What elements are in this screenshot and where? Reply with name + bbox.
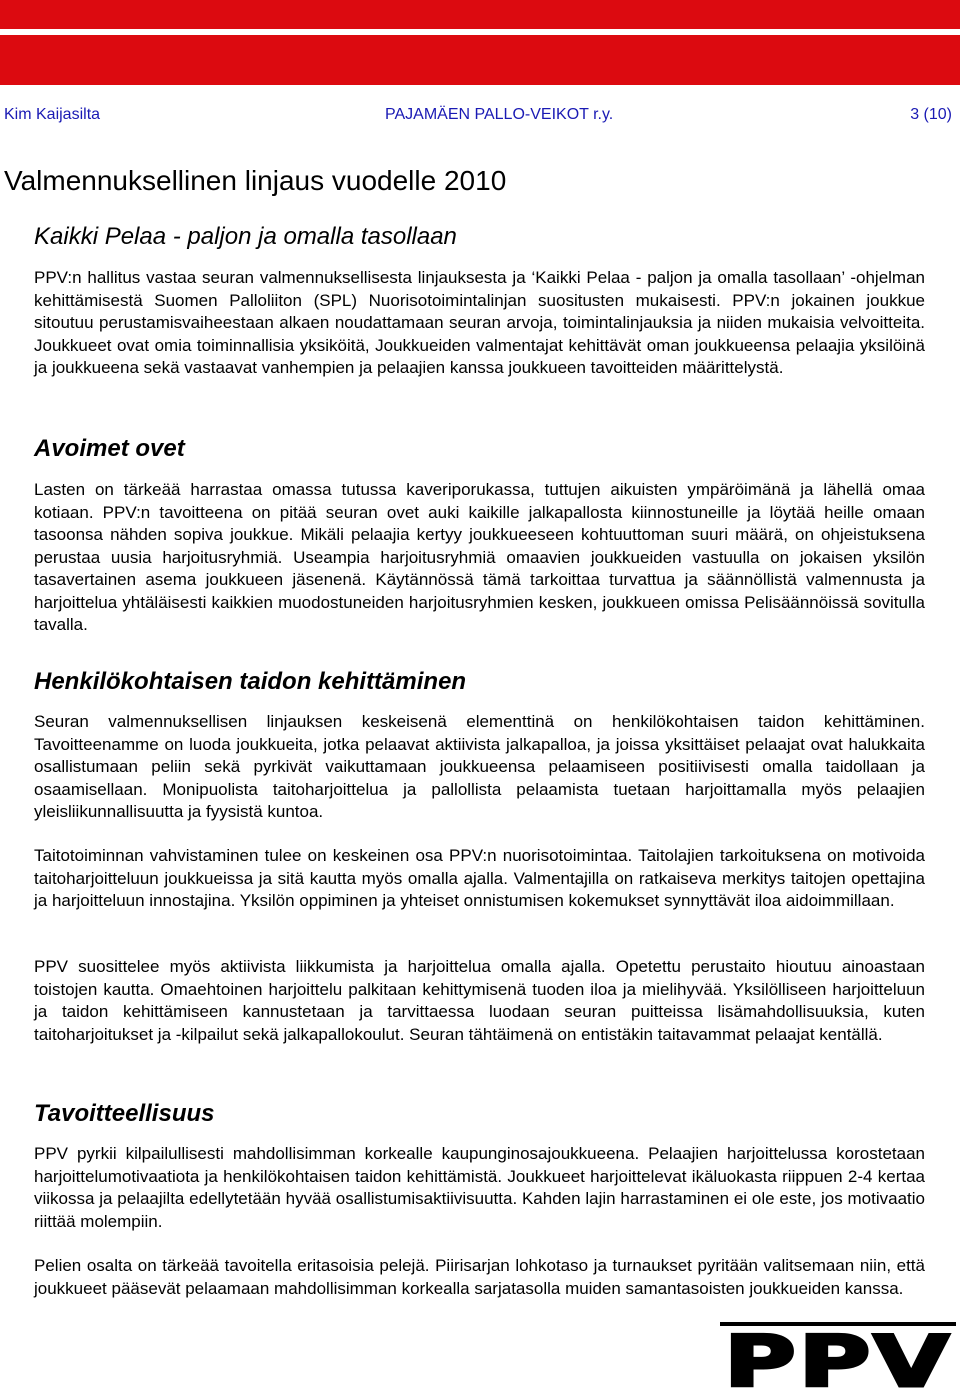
paragraph: PPV pyrkii kilpailullisesti mahdollisimman korkealle kaupunginosajoukkueena. Pelaajien harjoittelussa korostetaan harjoittelumotivaatiota ja henkilökohtaisen taidon kehittämistä. Joukkueet harjoittelevat ikäluokasta riippuen 2-4 kertaa viikossa ja pelaajilta edellytetään hyvää osallistumisaktiivisuutta. Kahden lajin harrastaminen ei ole este, jos motivaatio riittää molempiin. xyxy=(34,1144,925,1231)
top-red-stripe xyxy=(0,0,960,29)
header-club-name: PAJAMÄEN PALLO-VEIKOT r.y. xyxy=(385,106,614,123)
paragraph: Seuran valmennuksellisen linjauksen keskeisenä elementtinä on henkilökohtaisen taidon kehittäminen. Tavoitteenamme on luoda joukkueita, jotka pelaavat aktiivista jalkapalloa, ja joissa yksittäiset pelaajat ovat halukkaita osallistumaan peliin sekä pyrkivät vaikuttamaan joukkueensa pelaamiseen positiivisesti omalla taidollaan ja osaamisellaan. Monipuolista taitoharjoittelua ja pallollista pelaamista tuetaan harjoittamalla myös pelaajien yleisliikunnallisuutta ja fyysistä kuntoa. xyxy=(34,712,925,821)
paragraph: PPV suosittelee myös aktiivista liikkumista ja harjoittelua omalla ajalla. Opetettu perustaito hioutuu ainoastaan toistojen kautta. Omaehtoinen harjoittelu palkitaan kehittymisenä tuoden iloa ja mielihyvää. Yksilölliseen harjoitteluun ja taidon kehittämiseen kannustetaan ja tarvittaessa luodaan seuran puitteissa lisämahdollisuuksia, kuten taitoharjoitukset ja -kilpailut sekä jalkapallokoulut. Seuran tähtäimenä on entistäkin taitavammat pelaajat kentällä. xyxy=(34,957,925,1044)
header-page-number: 3 (10) xyxy=(910,106,952,123)
header-author: Kim Kaijasilta xyxy=(4,106,101,123)
section-heading-kaikki-pelaa: Kaikki Pelaa - paljon ja omalla tasollaan xyxy=(34,223,457,250)
paragraph: Lasten on tärkeää harrastaa omassa tutussa kaveriporukassa, tuttujen aikuisten ympäröimänä ja lähellä omaa kotiaan. PPV:n tavoitteena on pitää seuran ovet auki kaikille jalkapallosta kiinnostuneille ja löytää heille omaan tasoonsa nähden sopiva joukkue. Mikäli pelaajia kertyy joukkueeseen kohtuuttoman suuri määrä, on ohjeistuksena perustaa uusia harjoitusryhmiä. Useampia harjoitusryhmiä omaavien joukkueiden vastuulla on jokaisen yksilön tasavertainen asema joukkueen jäsenenä. Käytännössä tämä tarkoittaa turvattua ja säännöllistä valmennusta ja harjoittelua yhtäläisesti kaikkien muodostuneiden harjoitusryhmien kesken, joukkueen omissa Pelisäännöissä sovitulla tavalla. xyxy=(34,480,925,634)
paragraph: PPV:n hallitus vastaa seuran valmennuksellisesta linjauksesta ja ‘Kaikki Pelaa - paljon ja omalla tasollaan’ -ohjelman kehittämisestä Suomen Palloliiton (SPL) Nuorisotoimintalinjan suositusten mukaisesti. PPV:n jokainen joukkue sitoutuu perustamisvaiheestaan alkaen noudattamaan seuran arvoja, toimintalinjauksia ja niiden mukaisia velvoitteita. Joukkueet ovat omia toiminnallisia yksiköitä, Joukkueiden valmentajat kehittävät oman joukkueensa pelaajia yksilöinä ja joukkueena sekä vastaavat vanhempien ja pelaajien kanssa joukkueen tavoitteiden määrittelystä. xyxy=(34,268,925,377)
paragraph: Taitotoiminnan vahvistaminen tulee on keskeinen osa PPV:n nuorisotoimintaa. Taitolajien tarkoituksena on motivoida taitoharjoitteluun joukkueissa ja sitä kautta myös omalla ajalla. Valmentajilla on ratkaiseva merkitys taitojen opettajina ja harjoitteluun innostajina. Yksilön oppiminen ja yhteiset onnistumisen kokemukset synnyttävät iloa aidoimmillaan. xyxy=(34,846,925,910)
paragraph: Pelien osalta on tärkeää tavoitella eritasoisia pelejä. Piirisarjan lohkotaso ja turnaukset pyritään valitsemaan niin, että joukkueet pääsevät pelaamaan mahdollisimman korkealla sarjatasolla muiden samantasoisten joukkueiden kanssa. xyxy=(34,1256,925,1298)
section-heading-avoimet-ovet: Avoimet ovet xyxy=(34,435,185,462)
svg-text:PPV: PPV xyxy=(724,1322,952,1388)
document-title: Valmennuksellinen linjaus vuodelle 2010 xyxy=(4,165,507,196)
section-heading-taidon-kehittaminen: Henkilökohtaisen taidon kehittäminen xyxy=(34,668,467,695)
ppv-logo xyxy=(720,1322,956,1388)
top-red-banner xyxy=(0,35,960,85)
section-heading-tavoitteellisuus: Tavoitteellisuus xyxy=(34,1100,215,1127)
